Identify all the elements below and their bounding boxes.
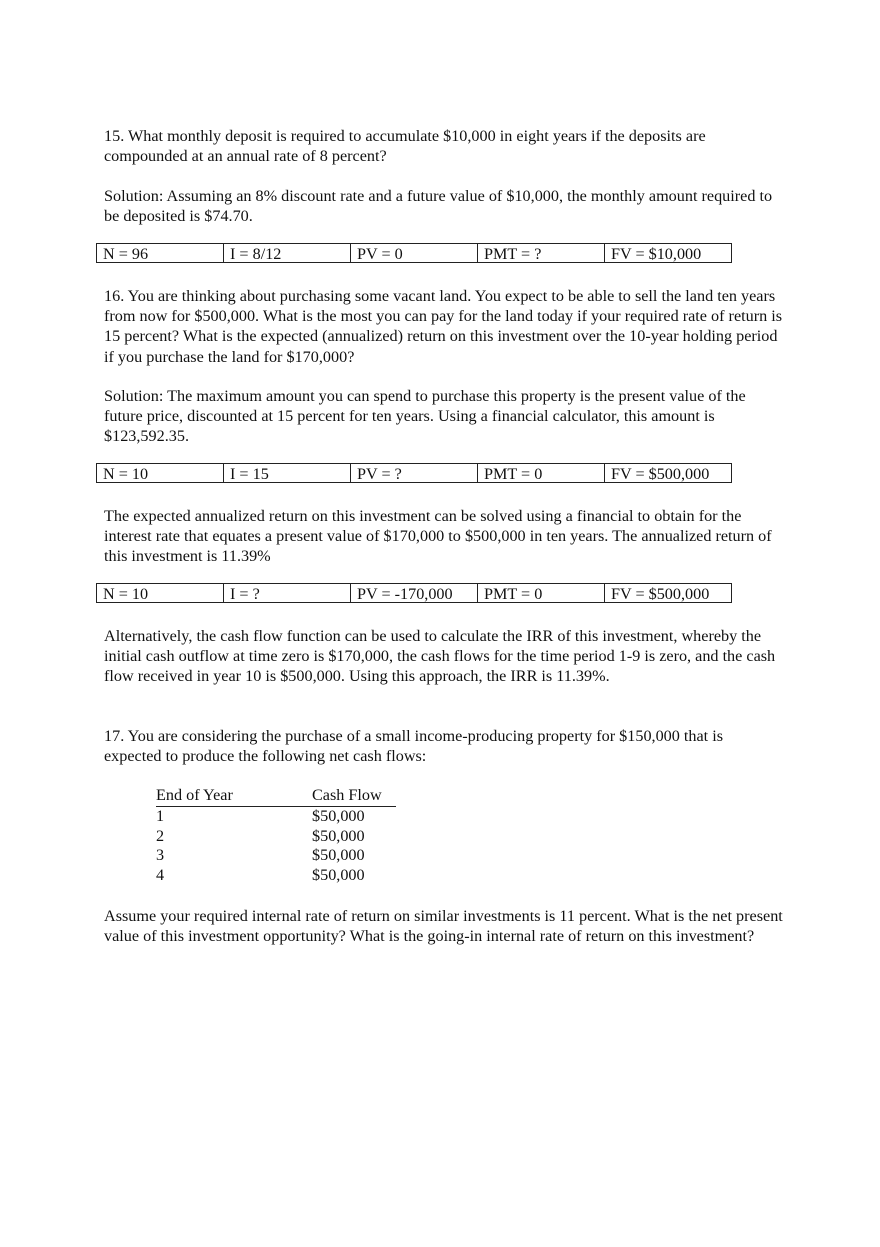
calc-n: N = 10 bbox=[97, 584, 224, 602]
table-row bbox=[156, 807, 396, 827]
q17-question: 17. You are considering the purchase of a small income-producing property for $150,000 that is expected to produce the following net cash flows: bbox=[104, 727, 724, 766]
calc-pv: PV = 0 bbox=[351, 244, 478, 262]
calc-fv: FV = $10,000 bbox=[611, 245, 702, 262]
q16-solution: Solution: The maximum amount you can spend to purchase this property is the present value of the future price, discounted at 15 percent for ten years. Using a financial calculator, this amount is $123,592.35. bbox=[104, 387, 746, 446]
calc-pmt: PMT = ? bbox=[478, 244, 605, 262]
calc-pv: PV = -170,000 bbox=[351, 584, 478, 602]
table-row bbox=[156, 866, 396, 886]
q17-followup: Assume your required internal rate of return on similar investments is 11 percent. What is the net present value of this investment opportunity? What is the going-in internal rate of return on this investment? bbox=[104, 907, 783, 946]
cash-flow-cell: $50,000 bbox=[312, 806, 365, 825]
year-cell: 2 bbox=[156, 826, 165, 845]
cash-flow-cell: $50,000 bbox=[312, 826, 365, 845]
year-cell: 1 bbox=[156, 806, 165, 825]
header-cash-flow: Cash Flow bbox=[312, 786, 382, 804]
calc-pmt: PMT = 0 bbox=[478, 464, 605, 482]
calc-n: N = 96 bbox=[97, 244, 224, 262]
calc-n: N = 10 bbox=[97, 464, 224, 482]
calc-pv: PV = ? bbox=[351, 464, 478, 482]
q16-question: 16. You are thinking about purchasing some vacant land. You expect to be able to sell the land ten years from now for $500,000. What is the most you can pay for the land today if your required rate of return is 15 percent? What is the expected (annualized) return on this investment over the 10-year holding period if you purchase the land for $170,000? bbox=[104, 287, 783, 366]
calc-i: I = 15 bbox=[224, 464, 351, 482]
q15-question: 15. What monthly deposit is required to accumulate $10,000 in eight years if the deposits are compounded at an annual rate of 8 percent? bbox=[104, 127, 706, 166]
year-cell: 4 bbox=[156, 866, 165, 885]
cash-flow-cell: $50,000 bbox=[312, 846, 365, 865]
cash-flow-table bbox=[156, 786, 396, 886]
q16-expected-return: The expected annualized return on this investment can be solved using a financial to obtain for the interest rate that equates a present value of $170,000 to $500,000 in ten years. The annualized return of this investment is 11.39% bbox=[104, 507, 772, 566]
table-row bbox=[156, 846, 396, 866]
q15-calculator-row bbox=[96, 243, 732, 263]
table-row bbox=[156, 827, 396, 847]
q16-calculator-row-2 bbox=[96, 583, 732, 603]
cash-flow-cell: $50,000 bbox=[312, 866, 365, 885]
calc-fv: FV = $500,000 bbox=[611, 465, 710, 482]
q16-calculator-row-1 bbox=[96, 463, 732, 483]
q16-alternative: Alternatively, the cash flow function can be used to calculate the IRR of this investment, whereby the initial cash outflow at time zero is $170,000, the cash flows for the time period 1-9 is zero, and the cash flow received in year 10 is $500,000. Using this approach, the IRR is 11.39%. bbox=[104, 627, 776, 686]
cash-flow-table-header bbox=[156, 786, 396, 807]
header-end-of-year: End of Year bbox=[156, 786, 233, 804]
calc-i: I = 8/12 bbox=[224, 244, 351, 262]
calc-i: I = ? bbox=[224, 584, 351, 602]
year-cell: 3 bbox=[156, 846, 165, 865]
calc-fv: FV = $500,000 bbox=[611, 585, 710, 602]
calc-pmt: PMT = 0 bbox=[478, 584, 605, 602]
q15-solution: Solution: Assuming an 8% discount rate and a future value of $10,000, the monthly amount required to be deposited is $74.70. bbox=[104, 187, 773, 226]
